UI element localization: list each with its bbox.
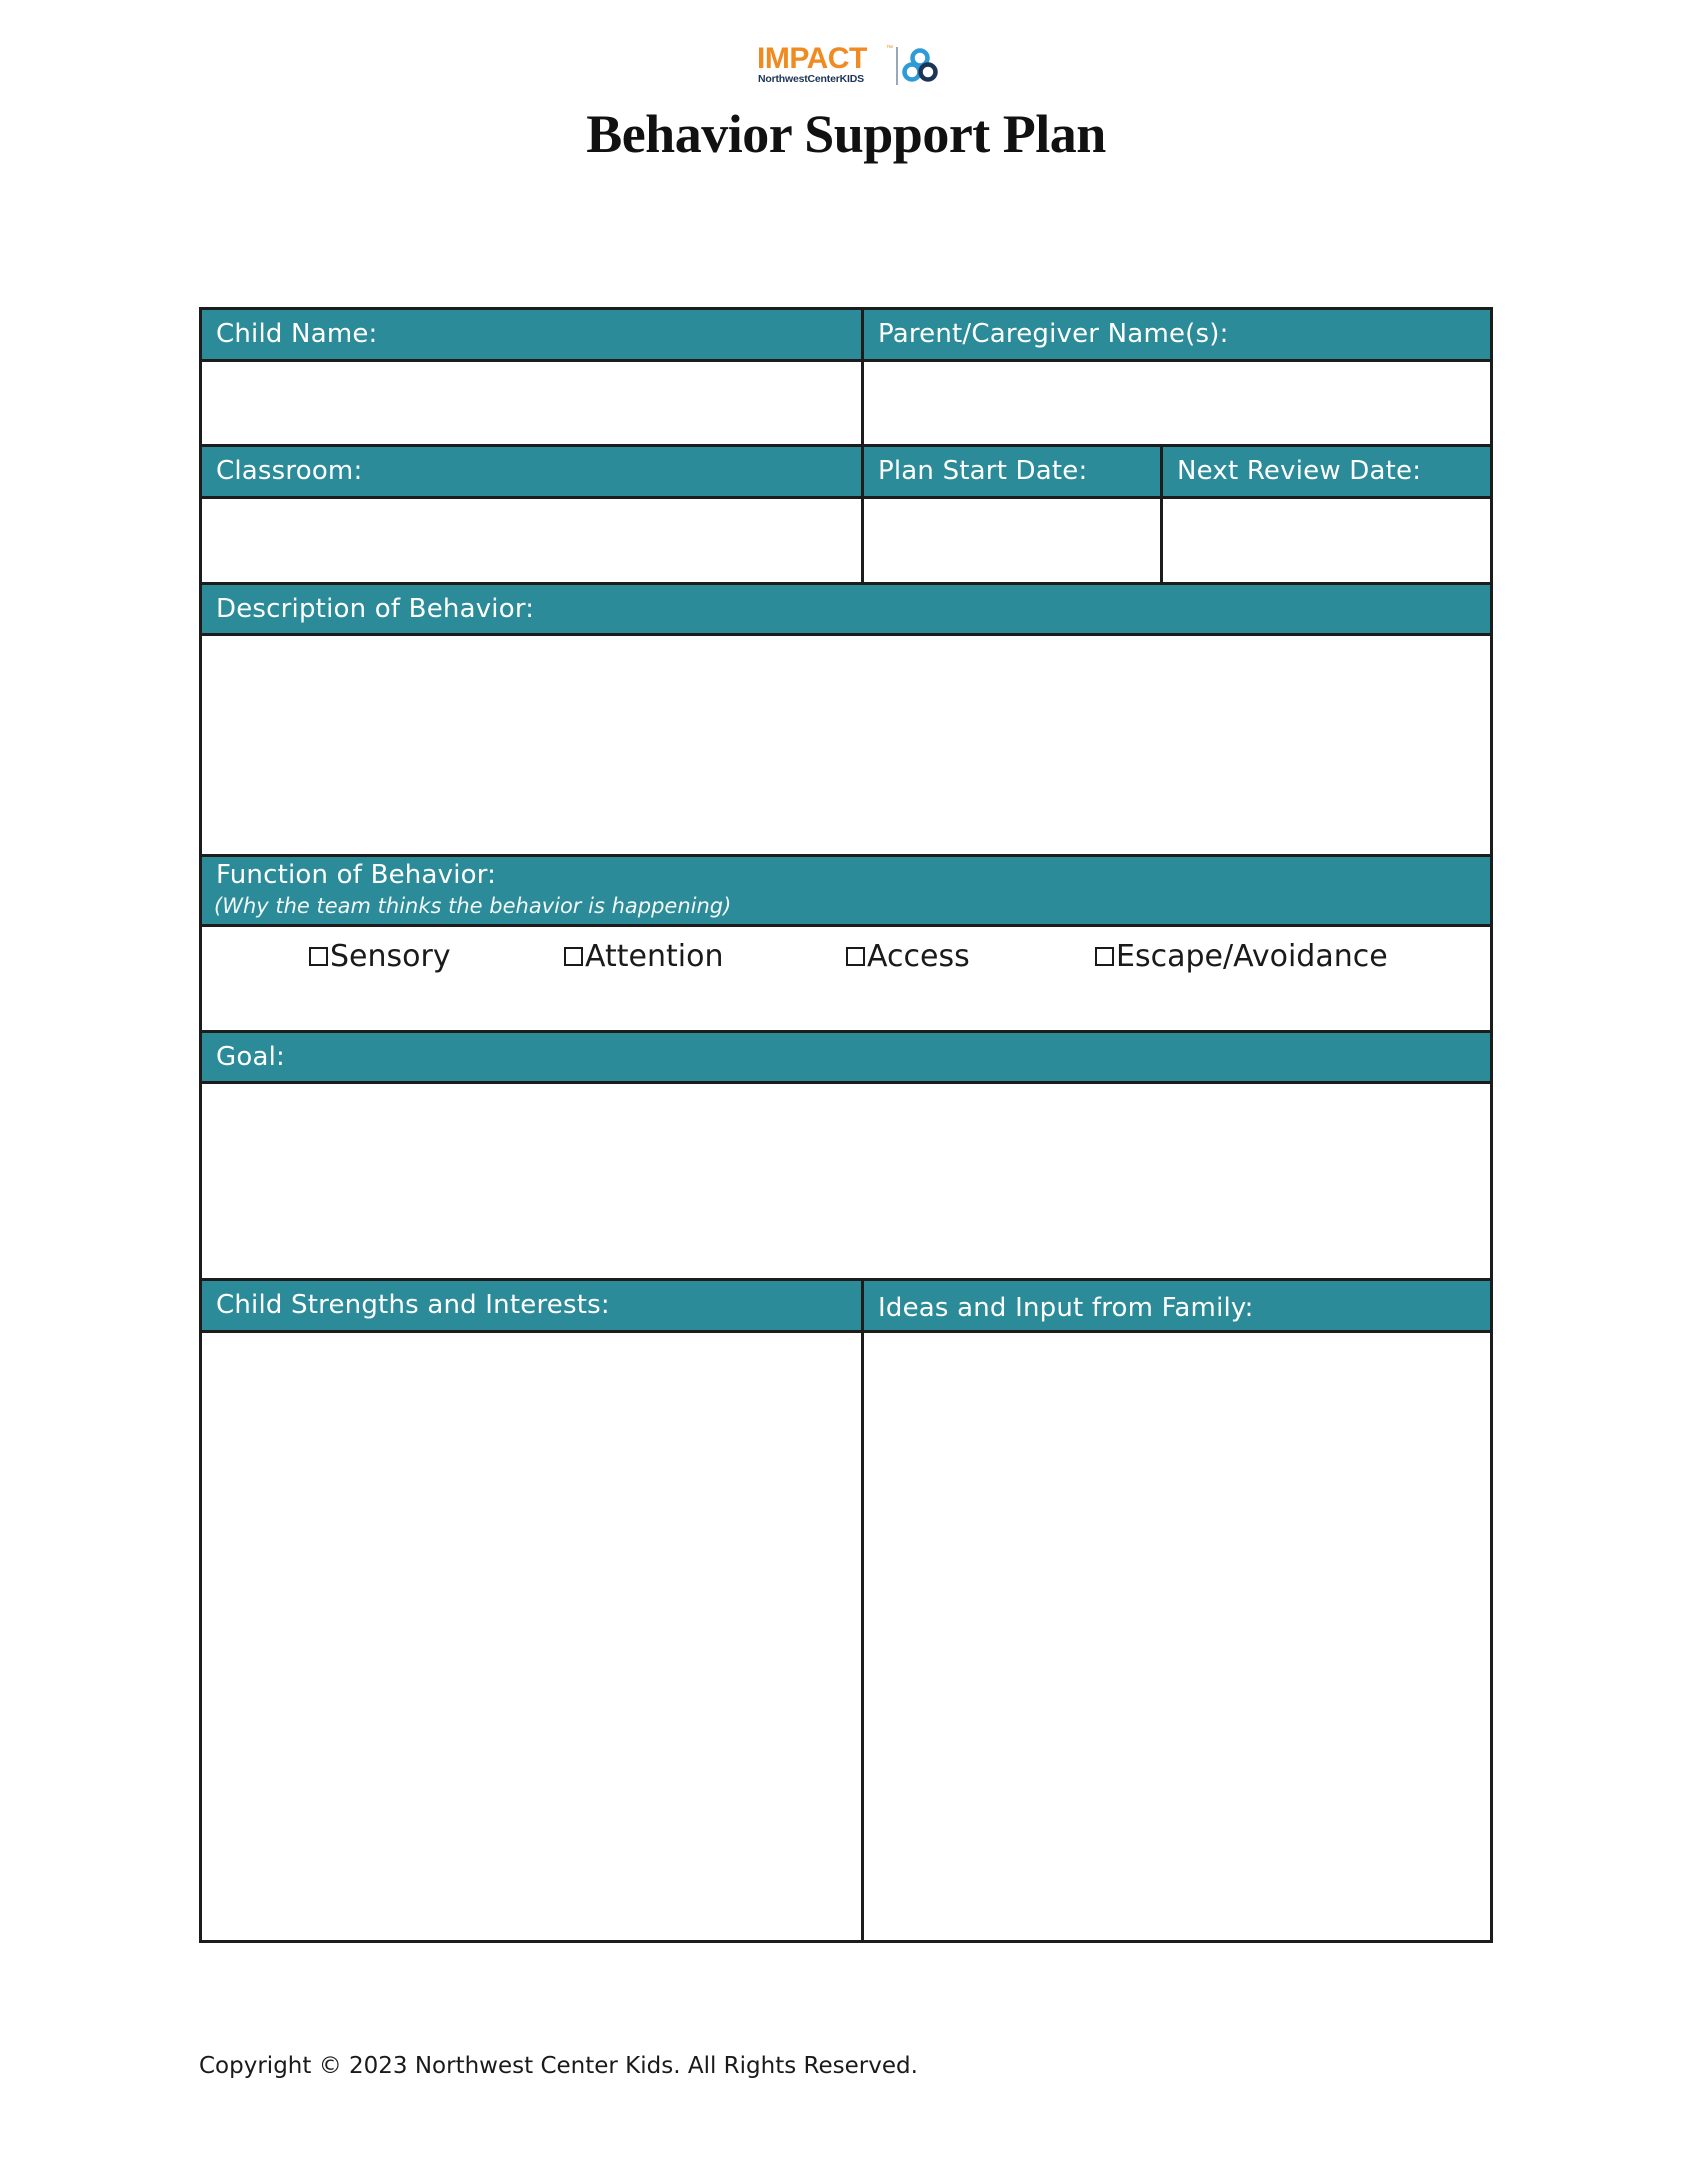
family-header [861,1281,1490,1330]
plan-start-header [861,447,1160,496]
goal-label: Goal: [216,1042,285,1072]
sensory-option[interactable] [309,939,451,974]
family-field[interactable] [861,1333,1490,1940]
function-sublabel: (Why the team thinks the behavior is happening) [214,894,732,918]
next-review-label: Next Review Date: [1177,456,1422,486]
function-header-row [202,857,1490,927]
access-checkbox[interactable] [846,947,865,966]
attention-checkbox[interactable] [564,947,583,966]
goal-field[interactable] [202,1084,1490,1281]
logo-brand: IMPACT [757,42,867,75]
child-name-label: Child Name: [216,319,378,349]
access-option[interactable] [846,939,970,974]
classroom-field[interactable] [202,499,861,582]
logo-divider [896,47,898,85]
child-name-header [202,310,861,359]
goal-header-row [202,1033,1490,1084]
family-label: Ideas and Input from Family: [878,1293,1254,1323]
strengths-header [202,1281,861,1330]
escape-avoidance-checkbox[interactable] [1095,947,1114,966]
parent-name-field[interactable] [861,362,1490,444]
three-person-circle-icon [900,46,940,86]
classroom-dates-header-row [202,447,1490,499]
plan-start-field[interactable] [861,499,1160,582]
classroom-dates-input-row [202,499,1490,585]
sensory-checkbox[interactable] [309,947,328,966]
access-label: Access [867,939,970,974]
parent-name-label: Parent/Caregiver Name(s): [878,319,1229,349]
escape-avoidance-label: Escape/Avoidance [1116,939,1388,974]
classroom-label: Classroom: [216,456,363,486]
logo-trademark: ™ [886,45,893,52]
logo [757,44,937,86]
plan-start-label: Plan Start Date: [878,456,1088,486]
logo-subtitle: NorthwestCenterKIDS [758,73,864,85]
parent-name-header [861,310,1490,359]
description-header-row [202,585,1490,636]
strengths-family-header-row [202,1281,1490,1333]
behavior-support-form [199,307,1493,1943]
next-review-field[interactable] [1160,499,1490,582]
names-input-row [202,362,1490,447]
classroom-header [202,447,861,496]
attention-label: Attention [585,939,724,974]
strengths-label: Child Strengths and Interests: [216,1290,610,1320]
child-name-field[interactable] [202,362,861,444]
sensory-label: Sensory [330,939,451,974]
description-label: Description of Behavior: [216,594,535,624]
description-field[interactable] [202,636,1490,857]
strengths-family-input-row [202,1333,1490,1940]
copyright-notice: Copyright © 2023 Northwest Center Kids. All Rights Reserved. [199,2053,918,2079]
function-options-row [202,927,1490,1033]
page-title: Behavior Support Plan [586,104,1106,164]
next-review-header [1160,447,1490,496]
names-header-row [202,310,1490,362]
escape-avoidance-option[interactable] [1095,939,1388,974]
function-label: Function of Behavior: [216,860,497,890]
strengths-field[interactable] [202,1333,861,1940]
attention-option[interactable] [564,939,723,974]
